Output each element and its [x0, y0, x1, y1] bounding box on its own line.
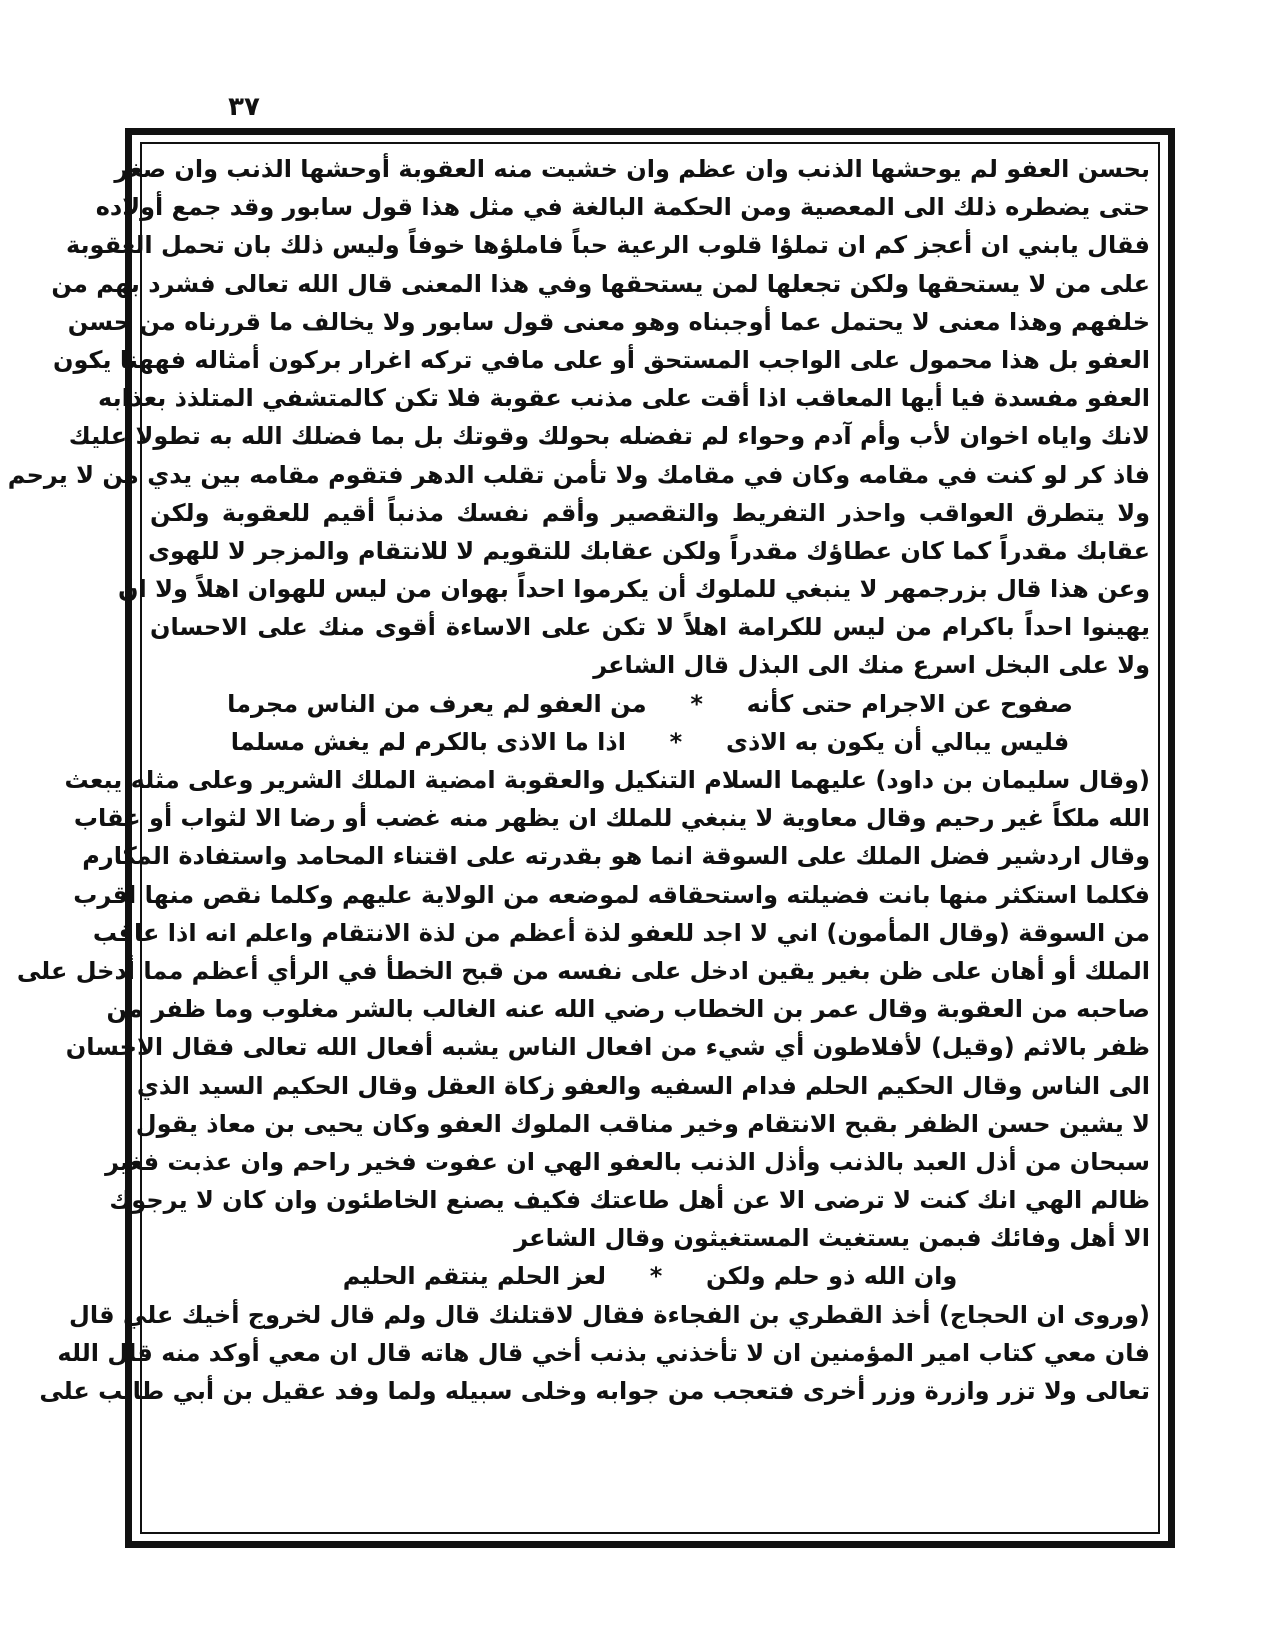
text-line: يهينوا احداً باكرام من ليس للكرامة اهلاً لا تكن على الاساءة أقوى منك على الاحسان — [150, 613, 1150, 642]
main-text — [7, 150, 1150, 1526]
text-line: ولا يتطرق العواقب واحذر التفريط والتقصير وأقم نفسك مذنباً أقيم للعقوبة ولكن — [150, 498, 1150, 527]
text-line: العفو بل هذا محمول على الواجب المستحق أو على مافي تركه اغرار بركون أمثاله فههنا يكون — [52, 345, 1150, 374]
text-line: فاذ كر لو كنت في مقامه وكان في مقامك ولا تأمن تقلب الدهر فتقوم مقامه بين يدي من لا يرحم — [7, 460, 1150, 489]
verse-hemistich-second: من العفو لم يعرف من الناس مجرما — [227, 689, 647, 718]
poem-verse — [150, 1257, 1150, 1295]
text-line: الى الناس وقال الحكيم الحلم فدام السفيه والعفو زكاة العقل وقال الحكيم السيد الذي — [136, 1071, 1150, 1100]
text-line: فقال يابني ان أعجز كم ان تملؤا قلوب الرعية حباً فاملؤها خوفاً وليس ذلك بان تحمل العقوبة — [65, 231, 1150, 260]
text-line: سبحان من أذل العبد بالذنب وأذل الذنب بالعفو الهي ان عفوت فخير راحم وان عذبت فغير — [105, 1147, 1150, 1176]
verse-separator: * — [649, 1262, 663, 1291]
verse-hemistich-first: فليس يبالي أن يكون به الاذى — [725, 727, 1070, 756]
verse-separator: * — [690, 689, 703, 718]
text-line: تعالى ولا تزر وازرة وزر أخرى فتعجب من جوابه وخلى سبيله ولما وفد عقيل بن أبي طالب على — [39, 1377, 1150, 1405]
verse-hemistich-second: اذا ما الاذى بالكرم لم يغش مسلما — [230, 727, 626, 756]
text-line: لا يشين حسن الظفر بقبح الانتقام وخير مناقب الملوك العفو وكان يحيى بن معاذ يقول — [135, 1109, 1150, 1138]
text-line: الا أهل وفائك فبمن يستغيث المستغيثون وقال الشاعر — [514, 1224, 1150, 1253]
text-line: حتى يضطره ذلك الى المعصية ومن الحكمة البالغة في مثل هذا قول سابور وقد جمع أولاده — [95, 193, 1150, 222]
verse-hemistich-first: وان الله ذو حلم ولكن — [706, 1262, 958, 1291]
text-line: الله ملكاً غير رحيم وقال معاوية لا ينبغي للملك ان يظهر منه غضب أو رضا الا لثواب أو عقاب — [73, 804, 1150, 833]
text-line: على من لا يستحقها ولكن تجعلها لمن يستحقها وفي هذا المعنى قال الله تعالى فشرد بهم من — [51, 269, 1150, 298]
text-line: من السوقة (وقال المأمون) اني لا اجد للعفو لذة أعظم من لذة الانتقام واعلم انه اذا عاقب — [92, 918, 1150, 947]
text-line: صاحبه من العقوبة وقال عمر بن الخطاب رضي الله عنه الغالب بالشر مغلوب وما ظفر من — [106, 995, 1150, 1024]
text-line: العفو مفسدة فيا أيها المعاقب اذا أقت على مذنب عقوبة فلا تكن كالمتشفي المتلذذ بعذابه — [98, 384, 1150, 413]
text-line: ولا على البخل اسرع منك الى البذل قال الشاعر — [593, 651, 1150, 680]
text-line: فان معي كتاب امير المؤمنين ان لا تأخذني بذنب أخي قال هاته قال ان معي أوكد منه قال الله — [57, 1338, 1150, 1367]
page-number: ٣٧ — [228, 92, 260, 122]
text-line: فكلما استكثر منها بانت فضيلته واستحقاقه لموضعه من الولاية عليهم وكلما نقص منها اقرب — [73, 880, 1150, 909]
verse-separator: * — [669, 727, 683, 756]
text-line: وعن هذا قال بزرجمهر لا ينبغي للملوك أن يكرموا احداً بهوان من ليس للهوان اهلاً ولا ان — [118, 575, 1150, 604]
verse-hemistich-second: لعز الحلم ينتقم الحليم — [342, 1262, 607, 1291]
text-line: بحسن العفو لم يوحشها الذنب وان عظم وان خشيت منه العقوبة أوحشها الذنب وان صغر — [114, 155, 1150, 183]
text-line: (وروى ان الحجاج) أخذ القطري بن الفجاءة فقال لاقتلنك قال ولم قال لخروج أخيك علي قال — [69, 1300, 1150, 1329]
poem-verse — [150, 723, 1150, 761]
text-line: الملك أو أهان على ظن بغير يقين ادخل على نفسه من قبح الخطأ في الرأي أعظم مما أدخل على — [16, 956, 1150, 985]
text-line: خلفهم وهذا معنى لا يحتمل عما أوجبناه وهو معنى قول سابور ولا يخالف ما قررناه من حسن — [67, 307, 1150, 336]
text-line: ظفر بالاثم (وقيل) لأفلاطون أي شيء من افعال الناس يشبه أفعال الله تعالى فقال الاحسان — [65, 1033, 1150, 1062]
text-line: وقال اردشير فضل الملك على السوقة انما هو بقدرته على اقتناء المحامد واستفادة المكارم — [82, 842, 1150, 871]
verse-hemistich-first: صفوح عن الاجرام حتى كأنه — [746, 689, 1073, 718]
text-line: ظالم الهي انك كنت لا ترضى الا عن أهل طاعتك فكيف يصنع الخاطئون وان كان لا يرجوك — [109, 1186, 1150, 1215]
text-line: لانك واياه اخوان لأب وأم آدم وحواء لم تفضله بحولك وقوتك بل بما فضلك الله به تطولا عليك — [68, 422, 1150, 451]
text-line: (وقال سليمان بن داود) عليهما السلام التنكيل والعقوبة امضية الملك الشرير وعلى مثله يبعث — [64, 766, 1150, 794]
text-line: عقابك مقدراً كما كان عطاؤك مقدراً ولكن عقابك للتقويم لا للانتقام والمزجر لا للهوى — [148, 536, 1150, 565]
poem-verse — [150, 685, 1150, 723]
